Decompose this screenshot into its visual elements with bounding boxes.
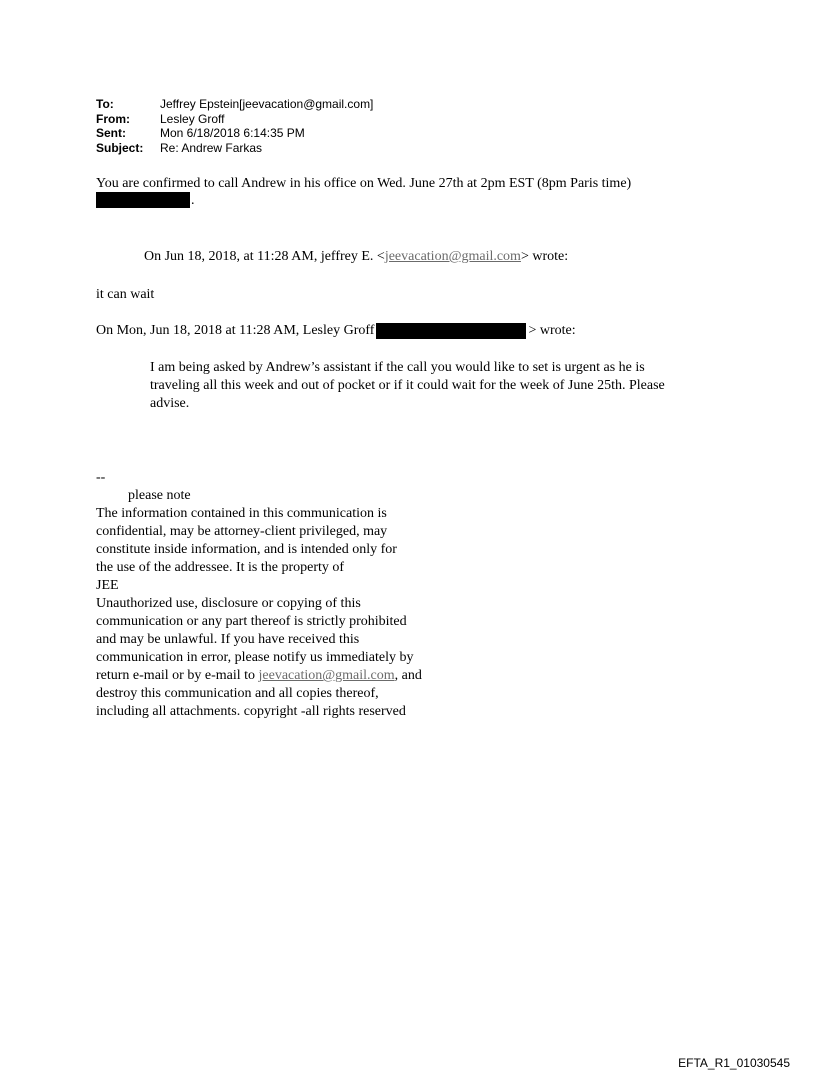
disclaimer-line: the use of the addressee. It is the property of bbox=[96, 560, 345, 575]
original-header-suffix: > wrote: bbox=[528, 323, 576, 338]
email-link[interactable]: jeevacation@gmail.com bbox=[384, 249, 521, 264]
please-note: please note bbox=[128, 488, 191, 503]
original-header bbox=[96, 322, 576, 340]
to-value: Jeffrey Epstein[jeevacation@gmail.com] bbox=[160, 97, 374, 111]
quote-header bbox=[144, 248, 568, 266]
subject-row bbox=[96, 141, 373, 156]
original-message: I am being asked by Andrew’s assistant if the call you would like to set is urgent as he is traveling all this week and out of pocket or if it could wait for the week of June 25th. Please advise. bbox=[150, 360, 665, 411]
reply-text: it can wait bbox=[96, 287, 155, 302]
from-value: Lesley Groff bbox=[160, 111, 225, 126]
sent-value: Mon 6/18/2018 6:14:35 PM bbox=[160, 126, 305, 140]
disclaimer-line: constitute inside information, and is intended only for bbox=[96, 542, 397, 557]
sent-row bbox=[96, 126, 373, 141]
disclaimer-line: communication in error, please notify us immediately by bbox=[96, 650, 414, 665]
to-label: To: bbox=[96, 97, 114, 111]
quote-prefix: On Jun 18, 2018, at 11:28 AM, jeffrey E. < bbox=[144, 249, 385, 264]
disclaimer bbox=[96, 505, 476, 721]
disclaimer-line: destroy this communication and all copies thereof, bbox=[96, 686, 379, 701]
subject-value: Re: Andrew Farkas bbox=[160, 140, 263, 155]
confirmation-period: . bbox=[191, 193, 195, 208]
disclaimer-email-link[interactable]: jeevacation@gmail.com bbox=[258, 668, 395, 683]
document-id: EFTA_R1_01030545 bbox=[678, 1056, 790, 1070]
disclaimer-line: communication or any part thereof is strictly prohibited bbox=[96, 614, 407, 629]
disclaimer-text: , and bbox=[394, 668, 422, 683]
disclaimer-line: and may be unlawful. If you have received this bbox=[96, 632, 360, 647]
disclaimer-line: including all attachments. copyright -all rights reserved bbox=[96, 704, 406, 719]
disclaimer-line: Unauthorized use, disclosure or copying of this bbox=[96, 596, 361, 611]
redaction-box bbox=[96, 192, 190, 208]
original-header-prefix: On Mon, Jun 18, 2018 at 11:28 AM, Lesley Groff bbox=[96, 323, 375, 338]
quote-suffix: > wrote: bbox=[520, 249, 569, 264]
disclaimer-line: The information contained in this communication is bbox=[96, 506, 387, 521]
disclaimer-line: JEE bbox=[96, 578, 119, 593]
to-row bbox=[96, 97, 373, 112]
redaction-box bbox=[376, 323, 526, 339]
subject-label: Subject: bbox=[96, 140, 144, 155]
signature-separator: -- bbox=[96, 470, 106, 485]
from-label: From: bbox=[96, 111, 130, 126]
email-header bbox=[96, 97, 373, 155]
disclaimer-text: return e-mail or by e-mail to bbox=[96, 668, 259, 683]
disclaimer-line bbox=[96, 667, 476, 685]
disclaimer-line: confidential, may be attorney-client privileged, may bbox=[96, 524, 388, 539]
sent-label: Sent: bbox=[96, 126, 126, 140]
confirmation-line: You are confirmed to call Andrew in his office on Wed. June 27th at 2pm EST (8pm Paris time) bbox=[96, 176, 632, 191]
from-row bbox=[96, 112, 373, 127]
